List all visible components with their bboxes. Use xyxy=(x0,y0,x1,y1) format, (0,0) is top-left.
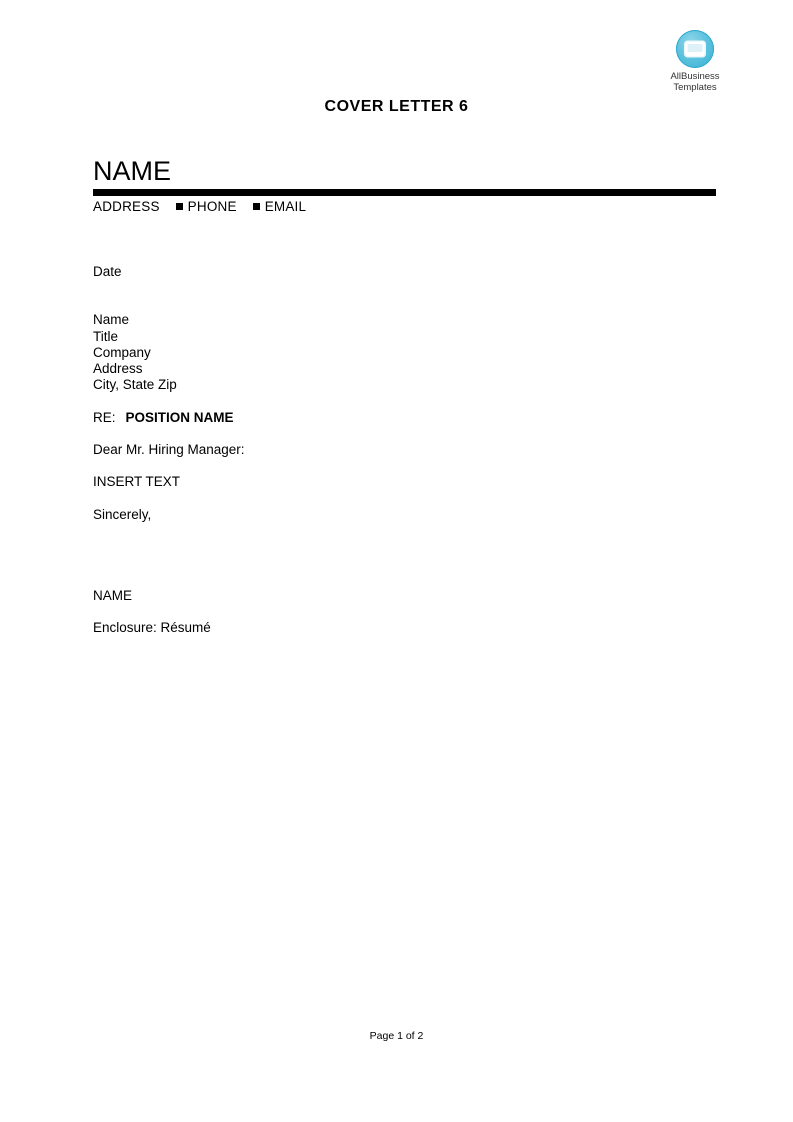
spacer xyxy=(93,491,716,507)
recipient-city-state-zip: City, State Zip xyxy=(93,377,177,393)
subject-label: RE: xyxy=(93,409,116,425)
spacer xyxy=(93,394,716,410)
spacer xyxy=(93,458,716,474)
page-title: COVER LETTER 6 xyxy=(324,98,469,115)
letterhead-divider xyxy=(93,189,716,196)
spacer xyxy=(93,426,716,442)
closing: Sincerely, xyxy=(93,506,152,522)
spacer xyxy=(93,280,716,312)
signature-space xyxy=(93,523,716,588)
logo-text-line1: AllBusiness xyxy=(670,71,720,82)
letterhead-name: NAME xyxy=(93,156,172,186)
letterhead-phone: PHONE xyxy=(187,199,237,214)
allbusiness-templates-logo xyxy=(659,30,731,93)
recipient-company: Company xyxy=(93,344,151,360)
letter-body xyxy=(93,264,716,637)
recipient-title: Title xyxy=(93,328,119,344)
page-indicator: Page 1 of 2 xyxy=(369,1030,424,1042)
signature-name: NAME xyxy=(93,587,133,603)
spacer xyxy=(93,604,716,620)
letterhead-email: EMAIL xyxy=(264,199,307,214)
subject-line xyxy=(93,410,716,426)
recipient-address: Address xyxy=(93,361,143,377)
recipient-name: Name xyxy=(93,312,130,328)
letterhead xyxy=(93,155,716,215)
body-text: INSERT TEXT xyxy=(93,474,181,490)
letter-date: Date xyxy=(93,264,122,279)
letterhead-address: ADDRESS xyxy=(93,199,160,214)
enclosure-line: Enclosure: Résumé xyxy=(93,620,211,636)
monitor-icon xyxy=(676,30,714,68)
letterhead-contact-line xyxy=(93,198,716,215)
subject-value: POSITION NAME xyxy=(125,409,234,425)
bullet-square-icon xyxy=(253,203,260,210)
bullet-square-icon xyxy=(176,203,183,210)
recipient-block xyxy=(93,312,716,393)
monitor-screen-shape xyxy=(686,42,705,56)
salutation: Dear Mr. Hiring Manager: xyxy=(93,442,245,458)
logo-text-line2: Templates xyxy=(673,82,717,93)
